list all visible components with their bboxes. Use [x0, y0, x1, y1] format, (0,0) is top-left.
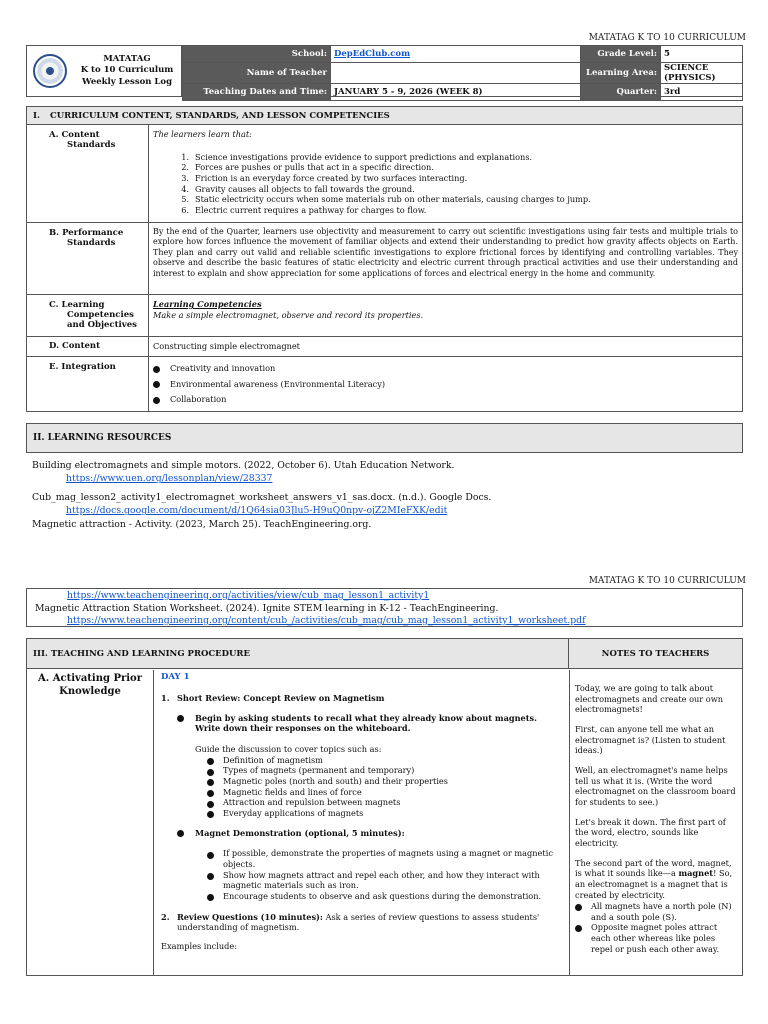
section-1-title: I. CURRICULUM CONTENT, STANDARDS, AND LESSON COMPETENCIES [27, 107, 742, 125]
integration-row [27, 356, 742, 411]
deped-seal-icon [33, 54, 67, 88]
content-standards-text: The learners learn that: 1. Science investigations provide evidence to support predictions and explanations. 2. Forces are pushes or pulls that act in a specific direction. 3. Friction is an everyday force created by two surfaces interacting. 4. Gravity causes all objects to fall towards the ground. 5. Static electricity occurs when some materials rub on other materials, causing charges to jump. 6. Electric current requires a pathway for charges to flow. [149, 125, 742, 222]
step-1: 1. Short Review: Concept Review on Magnetism [161, 693, 385, 704]
area-label: Learning Area: [581, 63, 661, 84]
bullet-icon [207, 758, 214, 765]
bullet-icon [207, 779, 214, 786]
bullet-icon [207, 852, 214, 859]
performance-standards-label: B. Performance Standards [27, 223, 149, 294]
examples-text: Examples include: [161, 940, 237, 951]
school-value [331, 46, 581, 63]
resource-link[interactable]: https://www.teachengineering.org/activities/view/cub_mag_lesson1_activity1 [67, 590, 430, 601]
header-info-table [182, 45, 743, 101]
curriculum-tag: MATATAG K TO 10 CURRICULUM [588, 33, 746, 43]
note-bullet: All magnets have a north pole (N) and a south pole (S). [575, 901, 739, 922]
note-bullet: Opposite magnet poles attract each other whereas like poles repel or push each other away. [575, 922, 739, 954]
topic-item: Types of magnets (permanent and temporary) [207, 765, 565, 776]
competencies-label: C. Learning Competencies and Objectives [27, 295, 149, 336]
integration-list [149, 357, 742, 411]
resource-link[interactable]: https://docs.google.com/document/d/1Q64sia03Jlu5-H9uQ0npv-ojZ2MIeFXK/edit [66, 505, 448, 517]
notes-divider [569, 670, 570, 975]
content-standard-item: 4. Gravity causes all objects to fall towards the ground. [181, 183, 415, 194]
topic-item: Magnetic fields and lines of force [207, 787, 565, 798]
header-title-block [27, 46, 182, 96]
notes-title: NOTES TO TEACHERS [601, 648, 710, 659]
quarter-value: 3rd [661, 84, 743, 101]
teacher-label: Name of Teacher [183, 63, 331, 84]
demo-item: Show how magnets attract and repel each other, and how they interact with magnetic materials such as iron. [207, 870, 565, 891]
bullet-icon [207, 801, 214, 808]
dates-label: Teaching Dates and Time: [183, 84, 331, 101]
bullet-icon [207, 769, 214, 776]
resource-link[interactable]: https://www.uen.org/lessonplan/view/28337 [66, 473, 273, 485]
teacher-value [331, 63, 581, 84]
content-standard-item: 5. Static electricity occurs when some materials rub on other materials, causing charges to jump. [181, 194, 591, 205]
content-standard-item: 1. Science investigations provide evidence to support predictions and explanations. [181, 151, 533, 162]
grade-label: Grade Level: [581, 46, 661, 63]
dates-value: JANUARY 5 - 9, 2026 (WEEK 8) [331, 84, 581, 101]
guide-text: Guide the discussion to cover topics such as: [195, 744, 382, 755]
demo-list [161, 848, 565, 901]
content-standards-list [153, 152, 738, 216]
school-label: School: [183, 46, 331, 63]
bullet-icon [575, 904, 582, 911]
section-teaching-procedure [26, 638, 743, 976]
section-3-header [27, 639, 742, 669]
header-title: MATATAG K to 10 Curriculum Weekly Lesson Log [80, 54, 174, 87]
bullet-icon [207, 894, 214, 901]
procedure-content [161, 672, 565, 952]
integration-item: Creativity and innovation [153, 363, 738, 374]
topic-item: Definition of magnetism [207, 755, 565, 766]
bullet-icon [177, 830, 184, 837]
quarter-label: Quarter: [581, 84, 661, 101]
bullet-icon [207, 811, 214, 818]
content-standard-item: 3. Friction is an everyday force created by two surfaces interacting. [181, 172, 468, 183]
lesson-log-header [26, 45, 743, 97]
section-learning-resources [26, 423, 743, 453]
content-row [27, 336, 742, 356]
competencies-text: Learning Competencies Make a simple electromagnet, observe and record its properties. [153, 299, 424, 320]
school-link[interactable]: DepEdClub.com [334, 49, 411, 59]
performance-standards-text: By the end of the Quarter, learners use objectivity and measurement to carry out scientific investigations using fair tests and multiple trials to explore how forces influence the movement of familiar objects and extend their understanding to predict how gravity affects objects on Earth. They plan and carry out valid and reliable scientific investigations to explore frictional forces by identifying and controlling variables. They observe and describe the basic features of static electricity and electric current through practical activities and use their understanding and interest to explain and show appreciation for some applications of forces and electrical energy in the home and community. [153, 227, 738, 278]
resource-link[interactable]: https://www.teachengineering.org/content/cub_/activities/cub_mag/cub_mag_lesson1_activity1_worksheet.pdf [67, 615, 586, 627]
bullet-icon [575, 925, 582, 932]
demo-bullet: Magnet Demonstration (optional, 5 minutes): [161, 828, 565, 839]
section-curriculum-content [26, 106, 743, 412]
day-label: DAY 1 [161, 672, 190, 682]
topic-item: Attraction and repulsion between magnets [207, 797, 565, 808]
bullet-icon [153, 381, 160, 388]
content-label: D. Content [27, 337, 149, 356]
content-standard-item: 6. Electric current requires a pathway for charges to flow. [181, 204, 427, 215]
competencies-row [27, 294, 742, 336]
topic-item: Everyday applications of magnets [207, 808, 565, 819]
content-standards-label: A. Content Standards [27, 125, 149, 222]
recall-bullet: Begin by asking students to recall what they already know about magnets. Write down their responses on the whiteboard. [161, 713, 565, 734]
content-standards-row [27, 125, 742, 222]
learning-resources-list: Building electromagnets and simple motors. (2022, October 6). Utah Education Network. https://www.uen.org/lessonplan/view/28337 Cub_mag_lesson2_activity1_electromagnet_worksheet_answers_v1_sas.docx. (n.d.). Google Docs. https://docs.google.com/document/d/1Q64sia03Jlu5-H9uQ0npv-ojZ2MIeFXK/edit Magnetic attraction - Activity. (2023, March 25). TeachEngineering.org. [32, 460, 492, 530]
section-2-title: II. LEARNING RESOURCES [27, 424, 742, 452]
section-3-title: III. TEACHING AND LEARNING PROCEDURE [27, 639, 569, 668]
step-2: 2. Review Questions (10 minutes): Ask a series of review questions to assess students' understanding of magnetism. [161, 911, 540, 933]
integration-item: Collaboration [153, 394, 738, 405]
resources-continued: https://www.teachengineering.org/activities/view/cub_mag_lesson1_activity1 Magnetic Attraction Station Worksheet. (2024). Ignite STEM learning in K-12 - TeachEngineering. https://www.teachengineering.org/content/cub_/activities/cub_mag/cub_mag_lesson1_activity1_worksheet.pdf [26, 588, 743, 627]
bullet-icon [153, 397, 160, 404]
grade-value: 5 [661, 46, 743, 63]
content-text: Constructing simple electromagnet [153, 341, 300, 351]
demo-item: Encourage students to observe and ask questions during the demonstration. [207, 891, 565, 902]
topics-list [161, 755, 565, 819]
bullet-icon [207, 873, 214, 880]
notes-to-teachers: Today, we are going to talk about electromagnets and create our own electromagnets! First, can anyone tell me what an electromagnet is? (Listen to student ideas.) Well, an electromagnet's name helps tell us what it is. (Write the word electromagnet on the classroom board for students to see.) Let's break it down. The first part of the word, electro, sounds like electricity. The second part of the word, magnet, is what it sounds like—a magnet! So, an electromagnet is a magnet that is created by electricity. All magnets have a north pole (N) and a south pole (S). Opposite magnet poles attract each other whereas like poles repel or push each other away. [575, 683, 739, 954]
bullet-icon [207, 790, 214, 797]
integration-label: E. Integration [27, 357, 149, 411]
demo-item: If possible, demonstrate the properties of magnets using a magnet or magnetic objects. [207, 848, 565, 869]
integration-item: Environmental awareness (Environmental Literacy) [153, 379, 738, 390]
content-standard-item: 2. Forces are pushes or pulls that act in a specific direction. [181, 162, 434, 173]
activating-prior-knowledge-label: A. Activating Prior Knowledge [27, 670, 154, 975]
topic-item: Magnetic poles (north and south) and their properties [207, 776, 565, 787]
bullet-icon [177, 715, 184, 722]
area-value: SCIENCE (PHYSICS) [661, 63, 743, 84]
performance-standards-row [27, 222, 742, 294]
curriculum-tag: MATATAG K TO 10 CURRICULUM [588, 576, 746, 586]
bullet-icon [153, 366, 160, 373]
